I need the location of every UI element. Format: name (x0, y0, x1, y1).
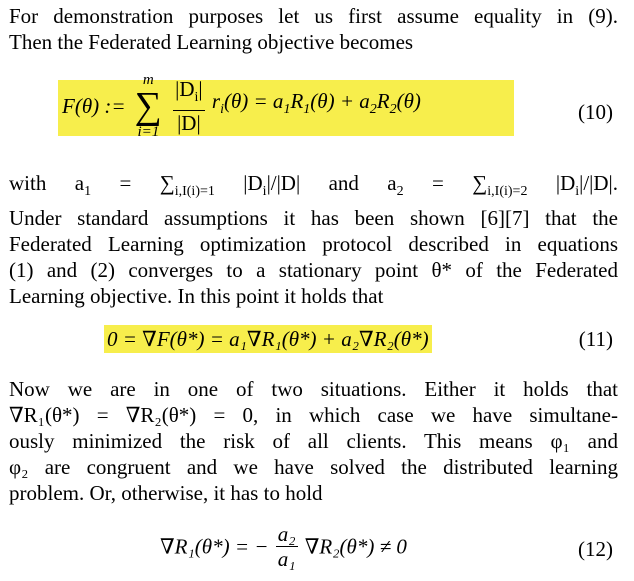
text-fragment: |D (214, 171, 263, 195)
text-line: For demonstration purposes let us first assume equality in (9). (9, 4, 618, 28)
paragraph-intro (9, 3, 618, 55)
text-fragment: with a (9, 171, 85, 195)
text-line: Federated Learning optimization protocol described in equations (9, 232, 618, 257)
subscript: i (575, 184, 580, 200)
eq10-lhs: F(θ) := (62, 94, 126, 118)
text-line: problem. Or, otherwise, it has to hold (9, 481, 323, 505)
equation-number-12: (12) (578, 537, 613, 561)
subscript: i (220, 102, 224, 118)
eq10-R1: R (290, 89, 304, 114)
subscript: i,I(i)=2 (487, 184, 528, 200)
equation-number-10: (10) (578, 100, 613, 124)
eq10-text: (θ) (396, 89, 421, 114)
equation-11 (0, 322, 634, 356)
text-line: ∇R₁(θ*) = ∇R₂(θ*) = 0, in which case we have simultane- (9, 403, 618, 427)
text-fragment: |/|D|. (579, 171, 618, 195)
equation-10 (0, 64, 634, 160)
subscript: 2 (369, 102, 377, 118)
subscript: 1 (283, 102, 291, 118)
eq10-text: (θ) = a (223, 89, 284, 114)
subscript: 1 (303, 102, 311, 118)
subscript: i (262, 184, 267, 200)
paragraph-convergence (9, 170, 618, 309)
text-line: φ₂ are congruent and we have solved the distributed learning (9, 455, 618, 479)
text-line (9, 170, 618, 205)
subscript: i (194, 90, 199, 106)
text-line: Learning objective. In this point it holds that (9, 284, 384, 309)
text-line: ously minimized the risk of all clients. This means φ₁ and (9, 429, 618, 453)
text-line: (1) and (2) converges to a stationary point θ* of the Federated (9, 258, 618, 283)
eq12-rhs: ∇R₂(θ*) ≠ 0 (304, 534, 407, 559)
eq10-R2: R (376, 89, 390, 114)
fraction-denominator: a₁ (277, 547, 296, 571)
fraction-a2-over-a1 (276, 522, 298, 571)
text-fragment: = ∑ (91, 171, 175, 195)
text-fragment: |D (527, 171, 576, 195)
equation-11-body: 0 = ∇F(θ*) = a₁∇R₁(θ*) + a₂∇R₂(θ*) (104, 325, 432, 353)
equation-number-11: (11) (578, 327, 613, 351)
subscript: i,I(i)=1 (174, 184, 215, 200)
text-line: Then the Federated Learning objective becomes (9, 30, 414, 54)
fraction-Di-over-D: $\frac{|D_i|}{|D|}$ (175, 76, 203, 136)
equation-10-body (62, 72, 421, 140)
subscript: 1 (84, 184, 92, 200)
text-fragment: |/|D| and a (266, 171, 397, 195)
sum-lower-limit: i=1 (137, 124, 160, 140)
text-line: Under standard assumptions it has been shown [6][7] that the (9, 206, 618, 231)
equation-12-body (160, 522, 407, 571)
subscript: 2 (389, 102, 397, 118)
paragraph-situations (9, 376, 618, 506)
fraction-denominator: |D| (177, 111, 201, 136)
eq10-text: (θ) + a (310, 89, 370, 114)
eq12-lhs: ∇R₁(θ*) = − (160, 534, 269, 559)
eq10-r: r (211, 89, 221, 114)
sum-upper-limit: m (142, 72, 154, 88)
fraction-numerator: a₂ (277, 522, 296, 546)
text-fragment: = ∑ (403, 171, 488, 195)
subscript: 2 (396, 184, 404, 200)
equation-12 (0, 520, 634, 578)
text-line: Now we are in one of two situations. Either it holds that (9, 377, 618, 401)
fraction-numerator: |D (175, 76, 195, 101)
sum-symbol: m ∑ i=1 (134, 72, 162, 140)
